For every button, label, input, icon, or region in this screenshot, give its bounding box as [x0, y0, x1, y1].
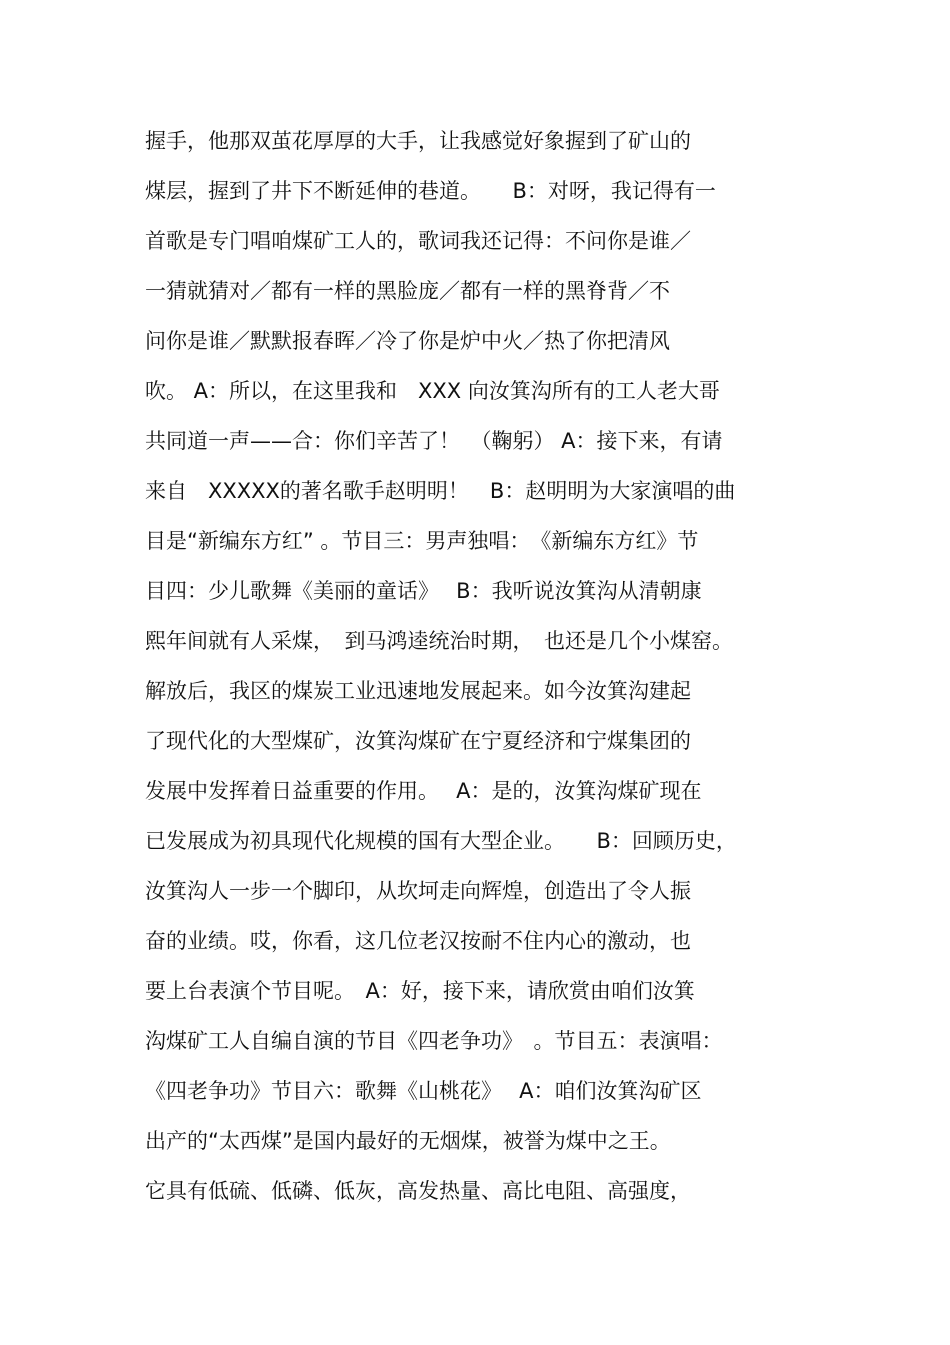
text-line: 沟煤矿工人自编自演的节目《四老争功》 。节目五：表演唱： — [145, 1029, 723, 1053]
text-line: 来自 XXXXX的著名歌手赵明明！ B：赵明明为大家演唱的曲 — [145, 479, 736, 503]
text-line: 它具有低硫、低磷、低灰，高发热量、高比电阻、高强度， — [145, 1179, 691, 1203]
text-line: 一猜就猜对／都有一样的黑脸庞／都有一样的黑脊背／不 — [145, 279, 670, 303]
text-line: 共同道一声——合：你们辛苦了！ （鞠躬） A：接下来，有请 — [145, 429, 723, 453]
text-line: 煤层，握到了井下不断延伸的巷道。 B：对呀，我记得有一 — [145, 179, 716, 203]
text-line: 首歌是专门唱咱煤矿工人的，歌词我还记得：不问你是谁／ — [145, 229, 691, 253]
body-text — [145, 116, 805, 1216]
text-line: 出产的“太西煤”是国内最好的无烟煤，被誉为煤中之王。 — [145, 1129, 671, 1153]
text-line: 发展中发挥着日益重要的作用。 A：是的，汝箕沟煤矿现在 — [145, 779, 702, 803]
text-line: 问你是谁／默默报春晖／冷了你是炉中火／热了你把清风 — [145, 329, 670, 353]
text-line: 握手，他那双茧花厚厚的大手，让我感觉好象握到了矿山的 — [145, 129, 691, 153]
text-line: 《四老争功》节目六：歌舞《山桃花》 A：咱们汝箕沟矿区 — [145, 1079, 702, 1103]
text-line: 熙年间就有人采煤， 到马鸿逵统治时期， 也还是几个小煤窑。 — [145, 629, 733, 653]
text-line: 汝箕沟人一步一个脚印，从坎坷走向辉煌，创造出了令人振 — [145, 879, 691, 903]
text-line: 目是“新编东方红” 。节目三：男声独唱： 《新编东方红》节 — [145, 529, 699, 553]
text-line: 吹。 A：所以，在这里我和 XXX 向汝箕沟所有的工人老大哥 — [145, 379, 720, 403]
text-line: 奋的业绩。哎，你看，这几位老汉按耐不住内心的激动，也 — [145, 929, 691, 953]
text-line: 目四：少儿歌舞《美丽的童话》 B：我听说汝箕沟从清朝康 — [145, 579, 702, 603]
text-line: 解放后，我区的煤炭工业迅速地发展起来。如今汝箕沟建起 — [145, 679, 691, 703]
text-line: 了现代化的大型煤矿，汝箕沟煤矿在宁夏经济和宁煤集团的 — [145, 729, 691, 753]
text-line: 要上台表演个节目呢。 A：好，接下来，请欣赏由咱们汝箕 — [145, 979, 695, 1003]
text-line: 已发展成为初具现代化规模的国有大型企业。 B：回顾历史， — [145, 829, 737, 853]
